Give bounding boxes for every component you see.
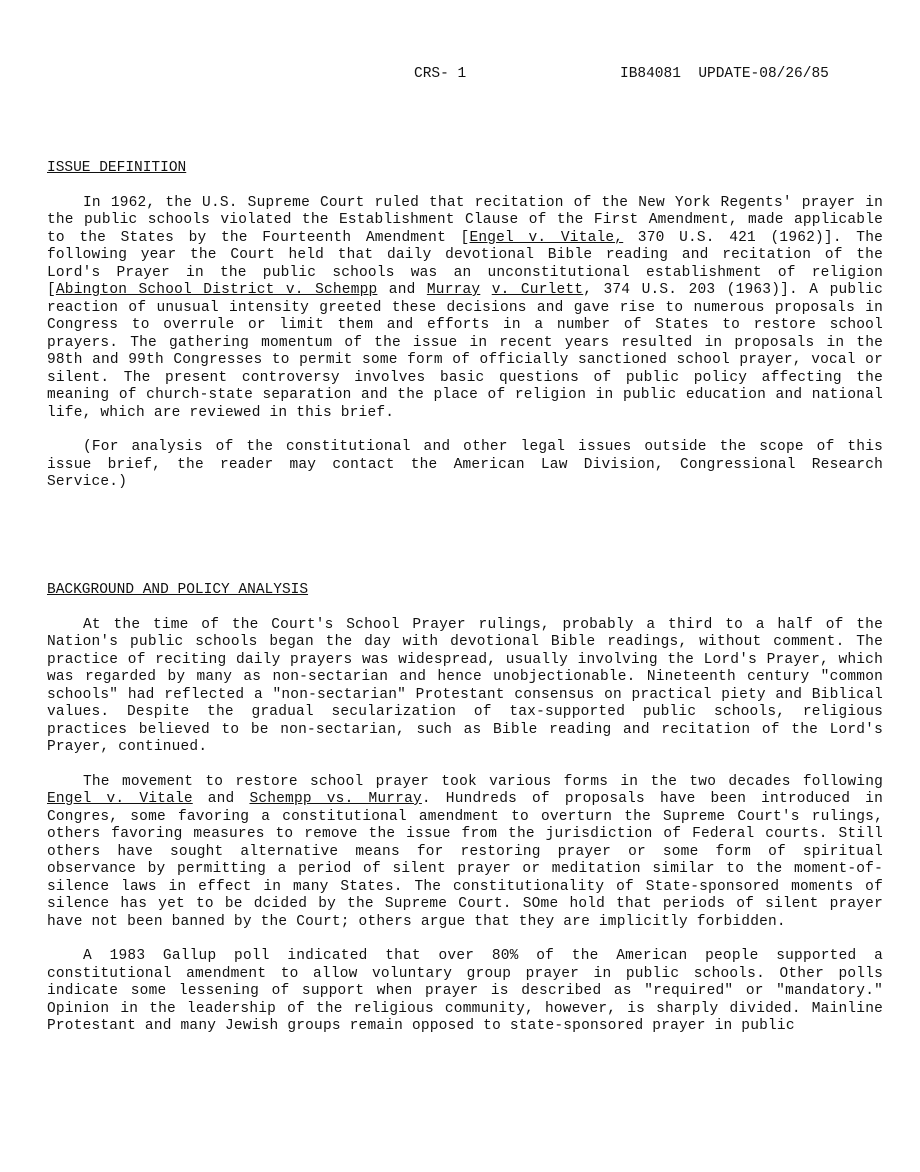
issue-definition-paragraph-1 bbox=[47, 195, 883, 423]
background-paragraph-3: A 1983 Gallup poll indicated that over 80% of the American people supported a constitutional amendment to allow voluntary group prayer in public schools. Other polls indicate some lessening of support when prayer is described as "required" or "mandatory." Opinion in the leadership of the religious community, however, is sharply divided. Mainline Protestant and many Jewish groups remain opposed to state-sponsored prayer in public bbox=[47, 948, 883, 1034]
page-number: CRS- 1 bbox=[414, 66, 467, 82]
case-citation-murray: Murray bbox=[426, 282, 481, 298]
issue-definition-paragraph-2: (For analysis of the constitutional and other legal issues outside the scope of this issue brief, the reader may contact the American Law Division, Congressional Research Service.) bbox=[47, 439, 883, 490]
case-citation-engel: Engel v. Vitale, bbox=[469, 229, 624, 246]
case-citation-schempp: Schempp vs. Murray bbox=[249, 791, 422, 807]
background-paragraph-1: At the time of the Court's School Prayer rulings, probably a third to a half of the Nation's public schools began the day with devotional Bible readings, without comment. The practice of reciting daily prayers was widespread, usually involving the Lord's Prayer, which was regarded by many as non-sectarian and hence unobjectionable. Nineteenth century "common schools" had reflected a "non-sectarian" Protestant consensus on practical piety and Biblical values. Despite the gradual secularization of tax-supported public schools, religious practices believed to be non-sectarian, such as Bible reading and recitation of the Lord's Prayer, continued. bbox=[47, 616, 883, 755]
background-heading: BACKGROUND AND POLICY ANALYSIS bbox=[47, 582, 309, 598]
case-citation-curlett: v. Curlett bbox=[491, 282, 584, 298]
background-paragraph-2 bbox=[47, 774, 883, 932]
case-citation-engel: Engel v. Vitale bbox=[47, 791, 193, 807]
text-run: . Hundreds of proposals have been introduced in Congres, some favoring a constitutional amendment to overturn the Supreme Court's rulings, others favoring measures to remove the issue from the jurisdiction of Federal courts. Still others have sought alternative means for restoring prayer or some form of spiritual observance by permitting a period of silent prayer or meditation similar to the moment-of-silence laws in effect in many States. The constitutionality of State-sponsored moments of silence has yet to be dcided by the Supreme Court. SOme hold that periods of silent prayer have not been banned by the Court; others argue that they are implicitly forbidden. bbox=[47, 791, 883, 930]
background-section bbox=[47, 582, 883, 1036]
case-citation-abington: Abington School District v. Schempp bbox=[55, 282, 378, 298]
report-id: IB84081 bbox=[620, 66, 681, 82]
report-id-update bbox=[620, 66, 829, 82]
text-run: In 1962, the U.S. Supreme Court ruled that recitation of the New York Regents' prayer in the public schools violated the Establishment Clause of the First Amendment, made applicable to the States by the Fourteenth Amendment [ bbox=[47, 194, 883, 246]
text-run bbox=[480, 282, 491, 298]
text-run: and bbox=[192, 791, 250, 807]
issue-definition-heading: ISSUE DEFINITION bbox=[47, 160, 187, 176]
text-run: , 374 U.S. 203 (1963)]. A public reaction of unusual intensity greeted these decisions and gave rise to numerous proposals in Congress to overrule or limit them and efforts in a number of States to restore school prayers. The gathering momentum of the issue in recent years resulted in proposals in the 98th and 99th Congresses to permit some form of officially sanctioned school prayer, vocal or silent. The present controversy involves basic questions of public policy affecting the meaning of church-state separation and the place of religion in public education and national life, which are reviewed in this brief. bbox=[47, 282, 883, 421]
update-date: UPDATE-08/26/85 bbox=[698, 66, 829, 82]
issue-definition-section bbox=[47, 160, 883, 492]
text-run: and bbox=[377, 282, 427, 298]
text-run: The movement to restore school prayer took various forms in the two decades following bbox=[83, 773, 883, 790]
text-run: 370 U.S. 421 (1962)]. The following year the Court held that daily devotional Bible reading and recitation of the Lord's Prayer in the public schools was an unconstitutional establishment of religion [ bbox=[47, 229, 883, 298]
